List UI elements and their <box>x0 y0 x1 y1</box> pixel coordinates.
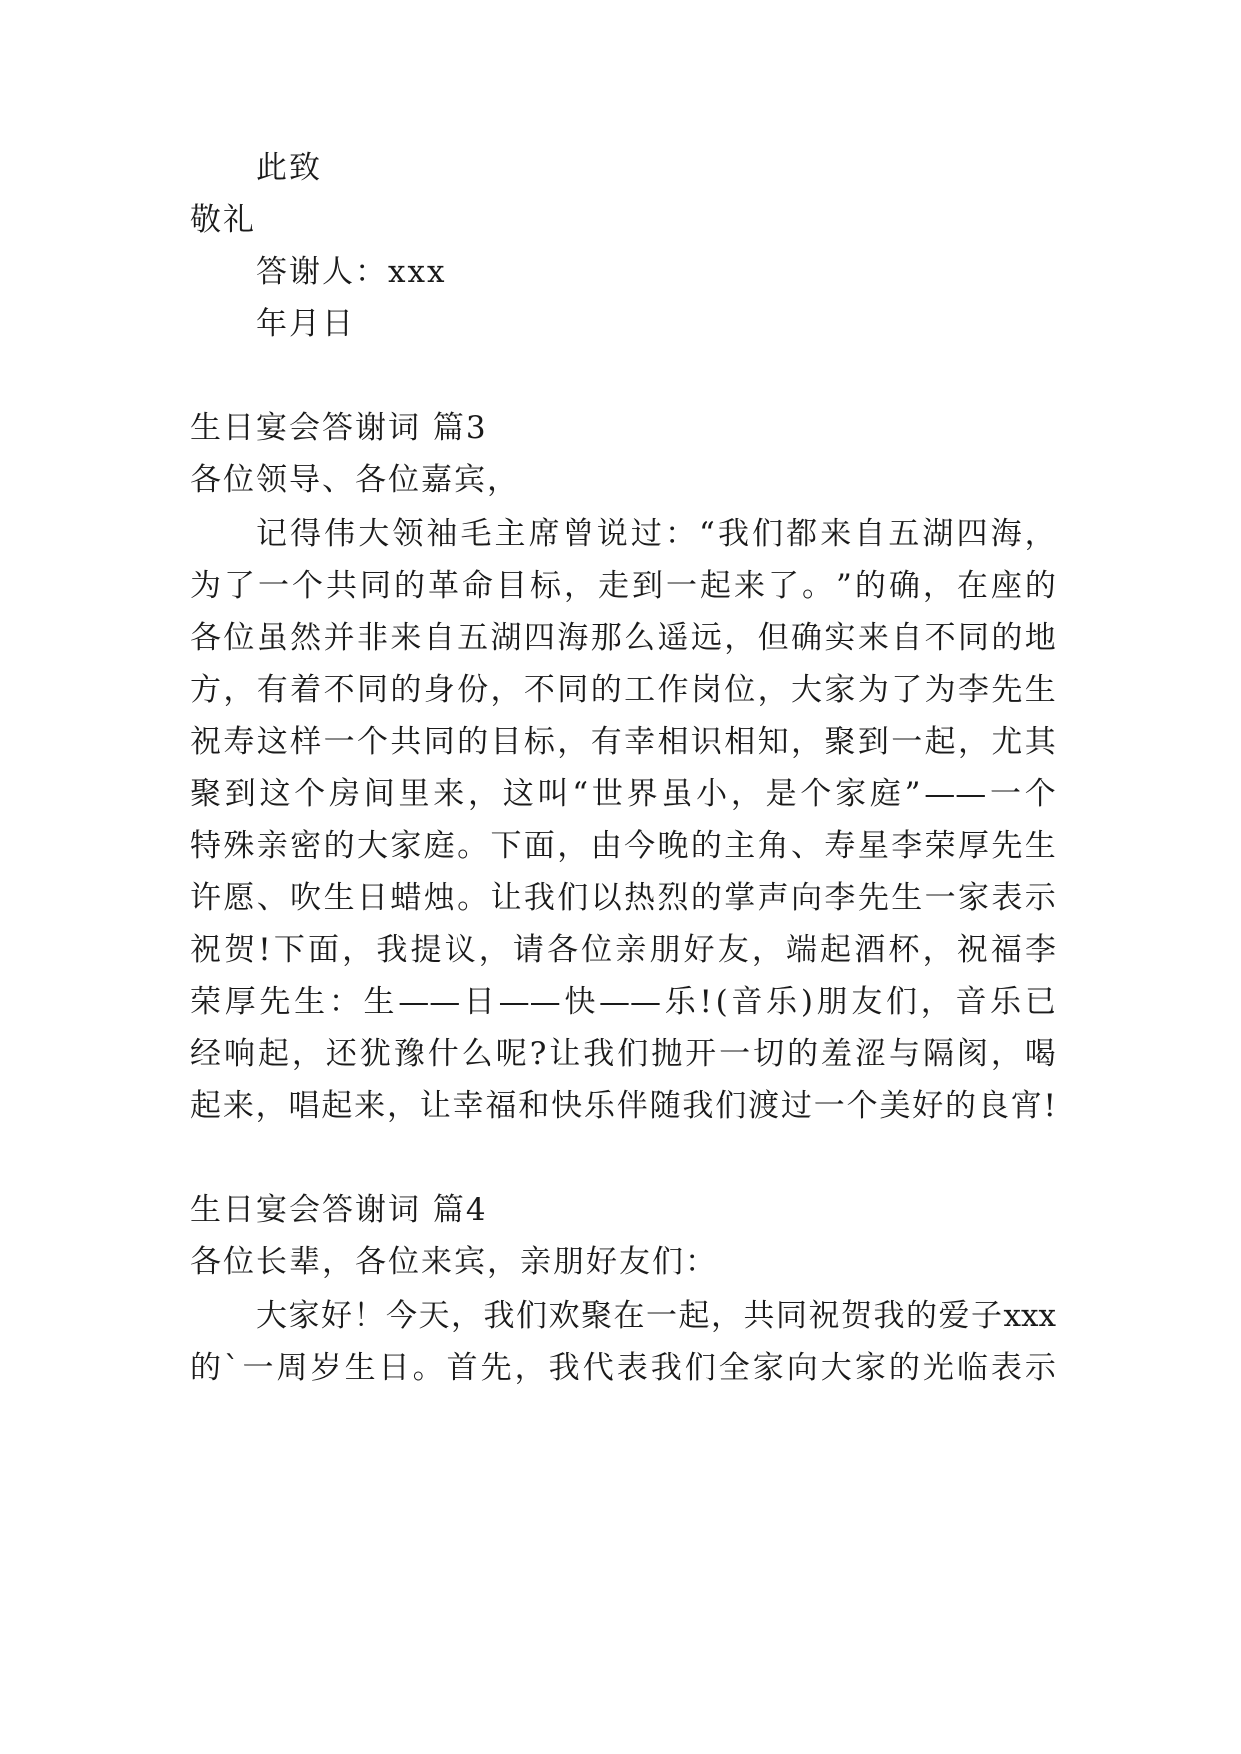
closing-regards: 敬礼 <box>190 202 256 238</box>
closing-signer: 答谢人：xxx <box>256 254 447 290</box>
section-3-line: 祝 贺 ! 下 面 ， 我 提 议 ， 请 各 位 亲 朋 好 友 ， 端 起 酒 杯 ， 祝 福 李 <box>190 932 1056 968</box>
section-3-greeting: 各位领导、各位嘉宾， <box>190 462 520 498</box>
section-3-line: 许 愿 、 吹 生 日 蜡 烛 。 让 我 们 以 热 烈 的 掌 声 向 李 先 生 一 家 表 示 <box>190 880 1056 916</box>
section-3-line: 祝 寿 这 样 一 个 共 同 的 目 标 ， 有 幸 相 识 相 知 ， 聚 到 一 起 ， 尤 其 <box>190 724 1056 760</box>
section-4-line: 的 ` 一 周 岁 生 日 。 首 先 ， 我 代 表 我 们 全 家 向 大 家 的 光 临 表 示 <box>190 1350 1056 1386</box>
section-3-line: 方 ， 有 着 不 同 的 身 份 ， 不 同 的 工 作 岗 位 ， 大 家 为 了 为 李 先 生 <box>190 672 1056 708</box>
closing-salutation: 此致 <box>256 150 322 186</box>
closing-date: 年月日 <box>256 306 355 342</box>
section-3-line: 为 了 一 个 共 同 的 革 命 目 标 ， 走 到 一 起 来 了 。 ” 的 确 ， 在 座 的 <box>190 568 1056 604</box>
section-3-title: 生日宴会答谢词 篇3 <box>190 410 488 446</box>
section-3-line: 荣 厚 先 生 ： 生 —— 日 —— 快 —— 乐 ! ( 音 乐 ) 朋 友 们 ， 音 乐 已 <box>190 984 1056 1020</box>
section-3-line: 经 响 起 ， 还 犹 豫 什 么 呢 ? 让 我 们 抛 开 一 切 的 羞 涩 与 隔 阂 ， 喝 <box>190 1036 1056 1072</box>
section-4-line: 大 家 好 ！ 今 天 ， 我 们 欢 聚 在 一 起 ， 共 同 祝 贺 我 的 爱 子 xxx <box>256 1298 1056 1334</box>
section-4-greeting: 各位长辈，各位来宾，亲朋好友们： <box>190 1244 718 1280</box>
section-3-line: 记 得 伟 大 领 袖 毛 主 席 曾 说 过 ： “ 我 们 都 来 自 五 湖 四 海 ， <box>256 516 1056 552</box>
section-4-title: 生日宴会答谢词 篇4 <box>190 1192 488 1228</box>
section-3-line: 聚 到 这 个 房 间 里 来 ， 这 叫 “ 世 界 虽 小 ， 是 个 家 庭 ” —— 一 个 <box>190 776 1056 812</box>
section-3-line: 特 殊 亲 密 的 大 家 庭 。 下 面 ， 由 今 晚 的 主 角 、 寿 星 李 荣 厚 先 生 <box>190 828 1056 864</box>
section-3-line: 起 来 ， 唱 起 来 ， 让 幸 福 和 快 乐 伴 随 我 们 渡 过 一 个 美 好 的 良 宵 ! <box>190 1088 1056 1124</box>
section-3-line: 各 位 虽 然 并 非 来 自 五 湖 四 海 那 么 遥 远 ， 但 确 实 来 自 不 同 的 地 <box>190 620 1056 656</box>
